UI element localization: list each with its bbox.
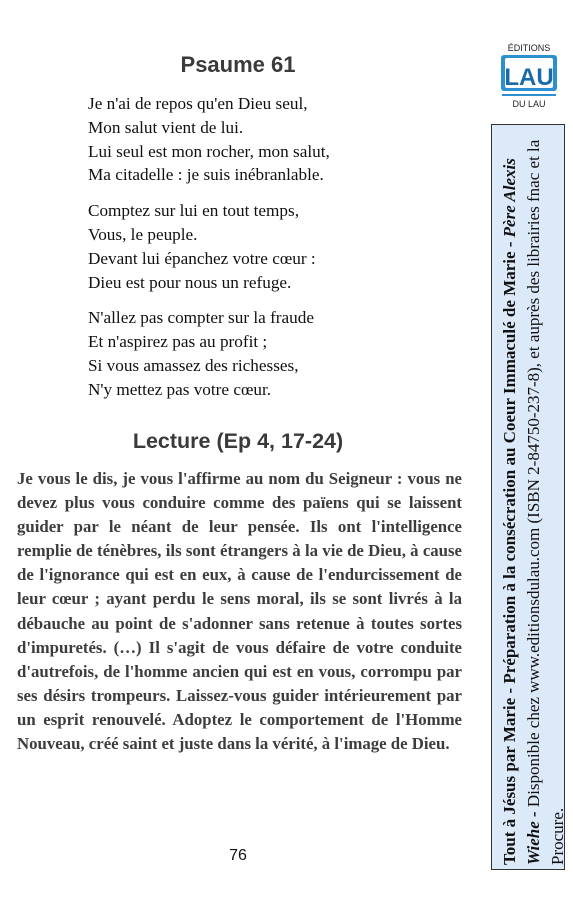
psalm-title: Psaume 61: [180, 52, 296, 77]
psalm-verse: Si vous amassez des richesses,: [88, 355, 299, 375]
psalm-verse: Je n'ai de repos qu'en Dieu seul,: [88, 94, 308, 113]
psalm-verse: Comptez sur lui en tout temps,: [88, 201, 300, 221]
book-availability: Disponible chez www.editionsdulau.com (ISBN 2-84750-237-8), et auprès des librairies fnac et la Procure.: [524, 139, 567, 865]
psalm-verse: N'y mettez pas votre cœur.: [88, 379, 272, 399]
psalm-stanza: [88, 199, 468, 294]
book-info-text: [498, 129, 570, 865]
psalm-stanza: [88, 92, 468, 187]
reading-text: Je vous le dis, je vous l'affirme au nom du Seigneur : vous ne devez plus vous conduire comme des païens qui se laissent guider par le néant de leur pensée. Ils ont l'intelligence remplie de ténèbres, ils sont étrangers à la vie de Dieu, à cause de l'ignorance qui est en eux, à cause de l'endurcissement de leur cœur ; ayant perdu le sens moral, ils se sont livrés à la débauche au point de s'adonner sans retenue à toutes sortes d'impuretés. (…) Il s'agit de vous défaire de votre conduite d'autrefois, de l'homme ancien qui est en vous, corrompu par ses désirs trompeurs. Laissez-vous guider intérieurement par un esprit renouvelé. Adoptez le comportement de l'Homme Nouveau, créé saint et juste dans la vérité, à l'image de Dieu.: [17, 469, 462, 754]
psalm-verse: Mon salut vient de lui.: [88, 117, 244, 137]
psalm-verse: Lui seul est mon rocher, mon salut,: [88, 141, 330, 161]
psalm-verse: N'allez pas compter sur la fraude: [88, 308, 314, 328]
book-info-sidebar: [491, 124, 565, 870]
psalm-verse: Dieu est pour nous un refuge.: [88, 272, 292, 292]
psalm-verse: Ma citadelle : je suis inébranlable.: [88, 165, 324, 185]
psalm-stanza: [88, 306, 468, 401]
psalm-verse: Devant lui épanchez votre cœur :: [88, 248, 316, 268]
logo-bottom-text: DU LAU: [512, 99, 546, 109]
book-author: Père Alexis Wiehe -: [500, 158, 543, 865]
psalm-text: [88, 92, 468, 414]
page-number: 76: [229, 847, 247, 864]
reading-title: Lecture (Ep 4, 17-24): [132, 429, 344, 453]
logo-top-text: ÉDITIONS: [507, 43, 551, 53]
psalm-verse: Vous, le peuple.: [88, 224, 198, 244]
psalm-verse: Et n'aspirez pas au profit ;: [88, 332, 268, 352]
book-title: Tout à Jésus par Marie - Préparation à la consécration au Coeur Immaculé de Marie -: [500, 241, 519, 865]
logo-letters: LAU: [504, 64, 554, 91]
publisher-logo: [492, 40, 566, 114]
